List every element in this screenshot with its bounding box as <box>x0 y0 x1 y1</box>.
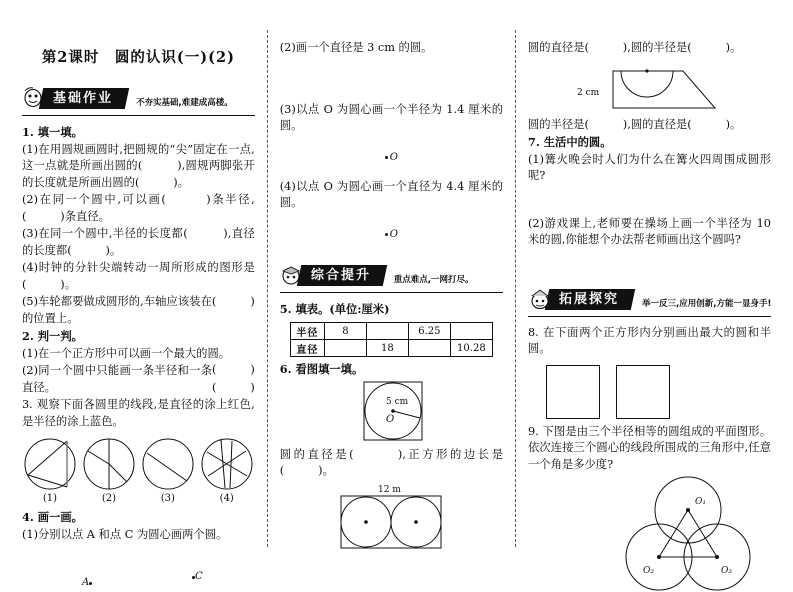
banner-label-explore: 拓展探究 <box>545 289 635 310</box>
circle-diagram-3 <box>140 436 196 492</box>
point-o-marker-1: O <box>280 152 503 163</box>
section-banner-improve <box>280 260 503 286</box>
semicircle-trapezoid-figure <box>528 61 771 117</box>
blank-work-area-1 <box>280 58 503 102</box>
banner-label-basic: 基础作业 <box>39 88 129 109</box>
column-middle <box>268 28 515 549</box>
banner-subtitle-improve: 重点难点,一网打尽。 <box>393 274 474 285</box>
two-circles-rectangle-figure <box>280 481 503 553</box>
draw-points-area <box>22 557 255 591</box>
question-7-1: (1)篝火晚会时人们为什么在篝火四周围成圆形呢? <box>528 152 771 182</box>
question-9: 9. 下图是由三个半径相等的圆组成的平面图形。依次连接三个圆心的线段所围成的三角形中,任意一个角是多少度? <box>528 424 771 471</box>
question-8: 8. 在下面两个正方形内分别画出最大的圆和半圆。 <box>528 325 771 355</box>
blank-answer-area-7-1 <box>528 186 771 216</box>
circle-center-label-3: O₃ <box>721 566 732 576</box>
question-4-head: 4. 画一画。 <box>22 510 83 524</box>
table-cell[interactable]: 8 <box>324 323 366 340</box>
banner-subtitle-explore: 举一反三,应用创新,方能一显身手! <box>642 298 772 309</box>
point-c-marker: C <box>192 571 203 582</box>
question-4-1: (1)分别以点 A 和点 C 为圆心画两个圆。 <box>22 527 228 541</box>
question-7-2: (2)游戏课上,老师要在操场上画一个半径为 10 米的圆,你能想个办法帮老师画出这个圆吗? <box>528 216 771 246</box>
center-label-o: O <box>386 413 395 425</box>
question-1-3: (3)在同一个圆中,半径的长度都( ),直径的长度都( )。 <box>22 227 255 257</box>
table-cell[interactable] <box>450 323 492 340</box>
three-circles-figure <box>528 474 771 592</box>
circle-label-4: (4) <box>219 493 234 504</box>
banner-rule-explore <box>528 316 771 317</box>
table-cell[interactable]: 6.25 <box>408 323 450 340</box>
question-3: 3. 观察下面各圆里的线段,是直径的涂上红色,是半径的涂上蓝色。 <box>22 398 255 428</box>
radius-label-5cm: 5 cm <box>386 396 409 407</box>
question-4-4: (4)以点 O 为圆心画一个直径为 4.4 厘米的圆。 <box>279 179 503 209</box>
point-o-marker-2: O <box>280 229 503 240</box>
table-cell[interactable] <box>324 340 366 357</box>
side-label-2cm: 2 cm <box>576 87 599 98</box>
section-banner-explore <box>528 284 771 310</box>
banner-rule-improve <box>280 292 503 293</box>
question-2-1 <box>22 346 255 376</box>
circle-figure-row <box>22 436 255 504</box>
question-4-2: (2)画一个直径是 3 cm 的圆。 <box>279 41 433 54</box>
question-1-5: (5)车轮都要做成圆形的,车轴应该装在( )的位置上。 <box>22 295 255 325</box>
blank-answer-area-7-2 <box>528 250 771 280</box>
circle-diagram-2 <box>81 436 137 492</box>
question-2-1-text: (1)在一个正方形中可以画一个最大的圆。 <box>22 346 231 360</box>
banner-rule <box>22 115 255 116</box>
point-a-marker: A <box>82 577 92 588</box>
circle-label-3: (3) <box>160 493 175 504</box>
question-2-head: 2. 判一判。 <box>22 329 83 343</box>
circle-label-1: (1) <box>42 493 58 504</box>
width-label-12m: 12 m <box>378 484 402 495</box>
table-row-label-diameter: 直径 <box>290 340 324 357</box>
circle-figure-2 <box>81 436 137 504</box>
banner-label-improve: 综合提升 <box>297 265 387 286</box>
table-cell[interactable] <box>408 340 450 357</box>
empty-square-2[interactable] <box>616 365 670 419</box>
question-6-blank-line: 圆的直径是( ),正方形的边长是( )。 <box>279 447 503 477</box>
circle-diagram-1 <box>22 436 78 492</box>
cartoon-student-icon <box>280 264 304 286</box>
question-6-line2: 圆的直径是( ),圆的半径是( )。 <box>528 41 742 54</box>
circle-label-2: (2) <box>101 493 116 504</box>
table-row-radius <box>290 323 492 340</box>
question-2-1-answer-blank: ( ) <box>212 363 255 376</box>
page-title: 第2课时 圆的认识(一)(2) <box>41 49 235 66</box>
table-cell[interactable]: 18 <box>366 340 408 357</box>
circle-figure-1 <box>22 436 78 504</box>
circle-diagram-4 <box>199 436 255 492</box>
question-7-head: 7. 生活中的圆。 <box>528 135 612 149</box>
circle-center-label-2: O₂ <box>643 566 654 576</box>
circle-center-label-1: O₁ <box>695 497 706 507</box>
question-4-3: (3)以点 O 为圆心画一个半径为 1.4 厘米的圆。 <box>279 102 503 132</box>
question-1-4: (4)时钟的分针尖端转动一周所形成的图形是( )。 <box>22 261 255 291</box>
question-5-head: 5. 填表。(单位:厘米) <box>279 301 390 316</box>
circle-in-square-figure <box>280 379 503 445</box>
banner-subtitle-basic: 不夯实基础,难建成高楼。 <box>136 98 233 108</box>
cartoon-pencil-icon <box>22 87 46 109</box>
question-1-1: (1)在用圆规画圆时,把圆规的“尖”固定在一点,这一点就是所画出圆的( ),圆规两脚张开的长度就是所画出圆的( )。 <box>22 142 255 189</box>
question-1-2: (2)在同一个圆中,可以画( )条半径,( )条直径。 <box>22 193 255 223</box>
radius-diameter-table <box>290 322 493 357</box>
column-right <box>516 28 783 576</box>
table-row-label-radius: 半径 <box>290 323 324 340</box>
question-2-2-text: (2)同一个圆中只能画一条半径和一条直径。 <box>22 364 213 394</box>
question-6-line3: 圆的半径是( ),圆的直径是( )。 <box>528 117 742 131</box>
cartoon-rocket-icon <box>528 288 552 310</box>
table-cell[interactable]: 10.28 <box>450 340 492 357</box>
circle-figure-4 <box>199 436 255 504</box>
section-banner-basic <box>22 83 255 109</box>
question-6-head: 6. 看图填一填。 <box>279 362 364 376</box>
table-cell[interactable] <box>366 323 408 340</box>
empty-square-1[interactable] <box>546 365 600 419</box>
empty-squares-row <box>546 365 771 419</box>
circle-figure-3 <box>140 436 196 504</box>
table-row-diameter <box>290 340 492 357</box>
question-2-2-answer-blank: ( ) <box>212 380 255 394</box>
question-1-head: 1. 填一填。 <box>22 125 83 139</box>
column-left <box>10 28 267 588</box>
